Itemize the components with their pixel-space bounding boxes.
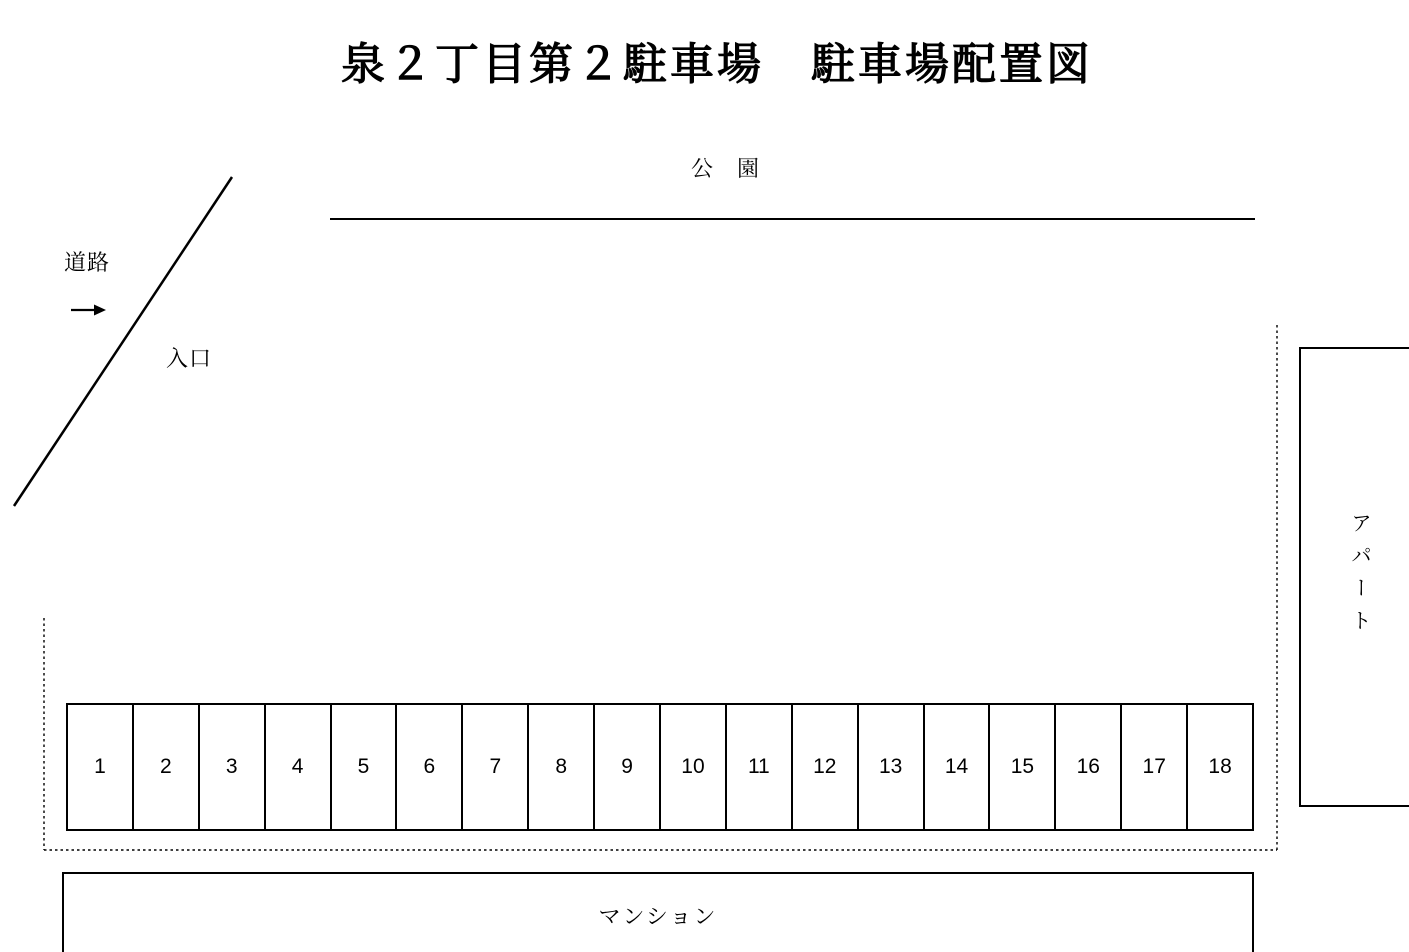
arrow-right-icon [71, 305, 106, 316]
page-title: 泉２丁目第２駐車場 駐車場配置図 [341, 40, 1093, 89]
parking-space-7: 7 [463, 705, 529, 829]
parking-space-5: 5 [332, 705, 398, 829]
parking-space-14: 14 [925, 705, 991, 829]
mansion-box [62, 872, 1254, 952]
parking-space-3: 3 [200, 705, 266, 829]
parking-space-11: 11 [727, 705, 793, 829]
road-label: 道路 [64, 250, 111, 275]
parking-space-13: 13 [859, 705, 925, 829]
parking-space-18: 18 [1208, 755, 1232, 778]
parking-space-12: 12 [793, 705, 859, 829]
apartment-box [1299, 347, 1409, 807]
parking-space-4: 4 [266, 705, 332, 829]
parking-space-10: 10 [661, 705, 727, 829]
parking-space-15: 15 [990, 705, 1056, 829]
apartment-label: アパート [1348, 511, 1372, 643]
parking-space-8: 8 [529, 705, 595, 829]
parking-space-6: 6 [397, 705, 463, 829]
mansion-label: マンション [598, 904, 718, 929]
entrance-label: 入口 [166, 346, 213, 371]
parking-space-16: 16 [1056, 705, 1122, 829]
parking-row [66, 703, 1254, 831]
parking-space-1: 1 [68, 705, 134, 829]
parking-space-2: 2 [134, 705, 200, 829]
parking-space-9: 9 [595, 705, 661, 829]
parking-space-17: 17 [1122, 705, 1188, 829]
park-label: 公 園 [691, 156, 761, 181]
